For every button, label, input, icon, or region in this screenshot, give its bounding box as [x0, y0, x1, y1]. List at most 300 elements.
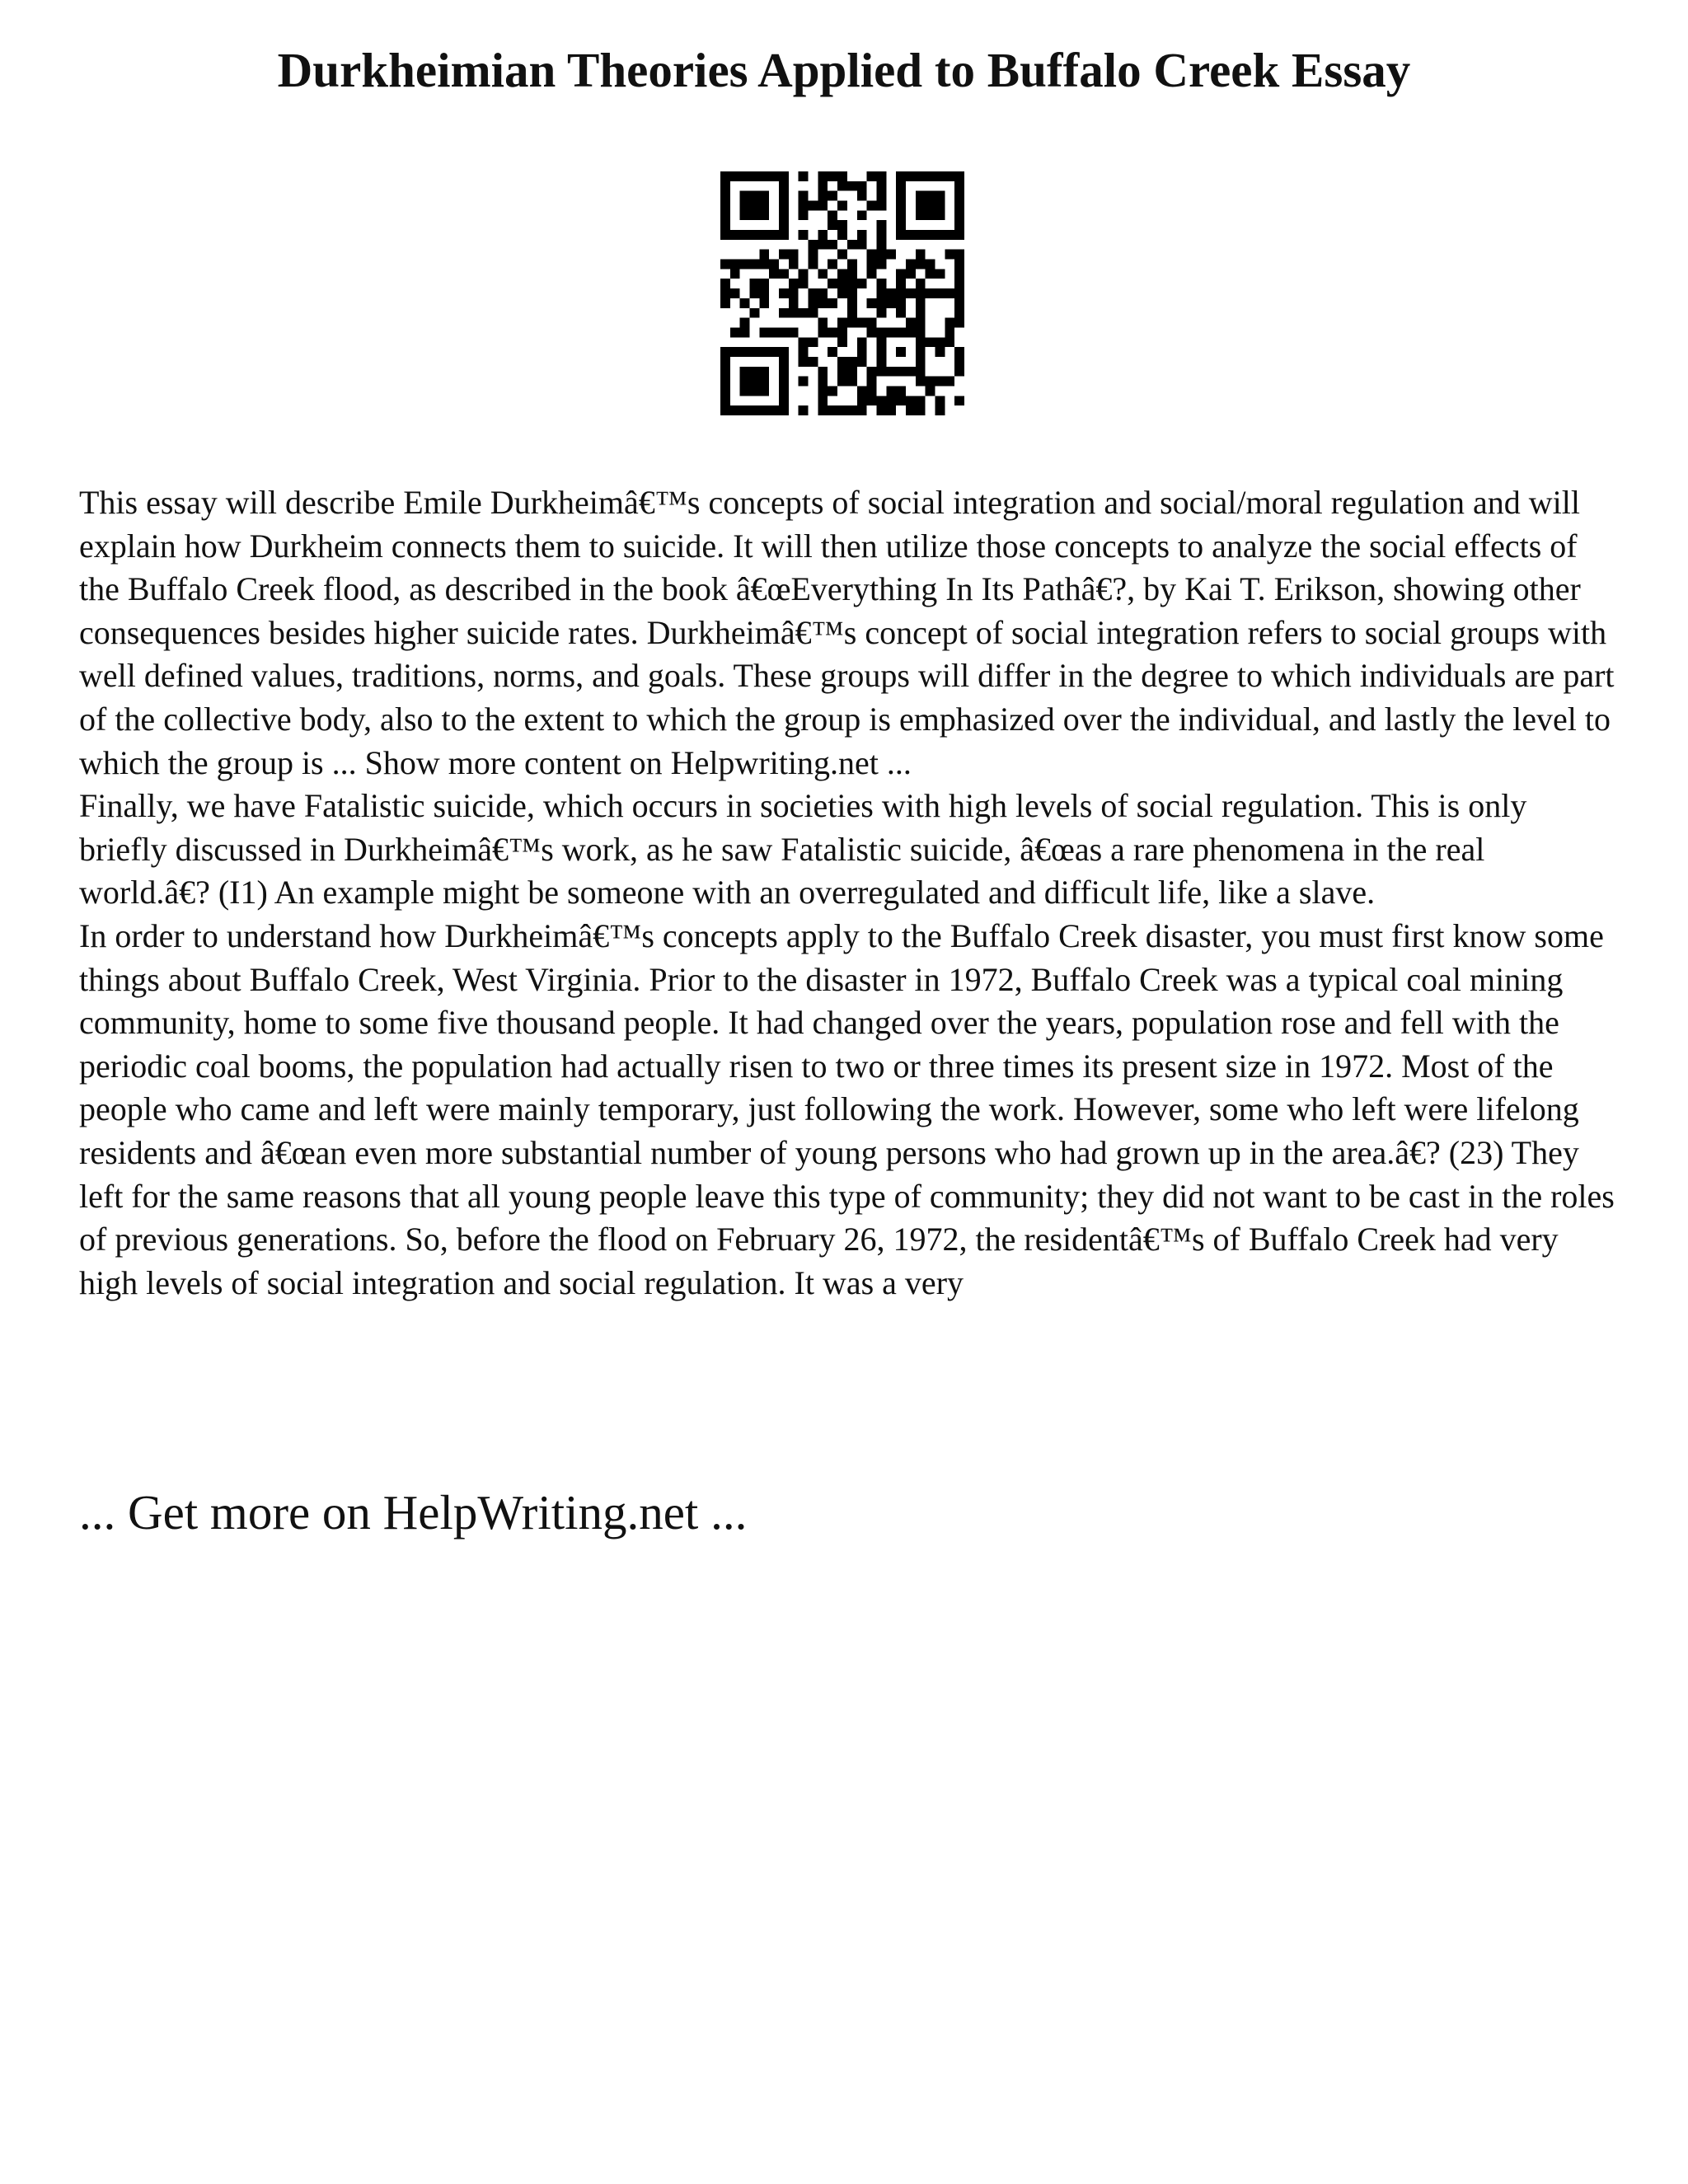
qr-module — [847, 269, 857, 279]
qr-module — [740, 405, 750, 415]
qr-module — [809, 298, 818, 308]
qr-module — [935, 288, 945, 298]
qr-module — [799, 308, 809, 318]
qr-module — [779, 191, 789, 201]
qr-module — [750, 260, 760, 269]
qr-module — [945, 230, 954, 240]
qr-module — [759, 405, 769, 415]
qr-module — [954, 269, 964, 279]
qr-module — [769, 230, 779, 240]
qr-module — [759, 386, 769, 396]
qr-module — [837, 269, 847, 279]
qr-module — [750, 201, 760, 211]
essay-paragraph-3: In order to understand how Durkheimâ€™s concepts apply to the Buffalo Creek disaster, you must first know some things about Buffalo Creek, West Virginia. Prior to the disaster in 1972, Buffalo Creek was a typical coal mining community, home to some five thousand people. It had changed over the years, population rose and fell with the periodic coal booms, the population had actually risen to two or three times its present size in 1972. Most of the people who came and left were mainly temporary, just following the work. However, some who left were lifelong residents and â€œan even more substantial number of young persons who had grown up in the area.â€? (23) They left for the same reasons that all young people leave this type of community; they did not want to be cast in the roles of previous generations. So, before the flood on February 26, 1972, the residentâ€™s of Buffalo Creek had very high levels of social integration and social regulation. It was a very — [79, 916, 1615, 1301]
qr-module — [847, 288, 857, 298]
qr-module — [769, 260, 779, 269]
qr-module — [876, 308, 886, 318]
qr-module — [750, 405, 760, 415]
qr-module — [720, 386, 730, 396]
qr-module — [740, 201, 750, 211]
qr-module — [789, 298, 799, 308]
qr-module — [779, 308, 789, 318]
qr-module — [906, 288, 916, 298]
qr-module — [896, 171, 906, 181]
qr-module — [876, 396, 886, 405]
qr-module — [828, 191, 837, 201]
qr-module — [926, 269, 935, 279]
qr-module — [906, 230, 916, 240]
qr-module — [740, 318, 750, 328]
qr-module — [867, 201, 877, 211]
qr-module — [896, 288, 906, 298]
qr-module — [730, 230, 740, 240]
qr-module — [857, 405, 867, 415]
qr-module — [779, 269, 789, 279]
qr-module — [896, 210, 906, 220]
qr-module — [954, 220, 964, 230]
qr-module — [886, 405, 896, 415]
qr-module — [720, 357, 730, 367]
qr-module — [789, 250, 799, 260]
qr-module — [769, 171, 779, 181]
qr-module — [954, 191, 964, 201]
qr-module — [720, 367, 730, 377]
qr-module — [896, 269, 906, 279]
qr-module — [789, 327, 799, 337]
qr-module — [837, 181, 847, 191]
qr-module — [916, 288, 926, 298]
qr-module — [857, 191, 867, 201]
qr-module — [779, 367, 789, 377]
qr-module — [799, 191, 809, 201]
qr-module — [837, 405, 847, 415]
qr-module — [789, 260, 799, 269]
qr-module — [857, 279, 867, 288]
qr-module — [876, 171, 886, 181]
qr-module — [809, 260, 818, 269]
qr-module — [847, 318, 857, 328]
qr-module — [954, 396, 964, 405]
qr-module — [818, 191, 828, 201]
qr-module — [916, 260, 926, 269]
qr-module — [740, 210, 750, 220]
document-title: Durkheimian Theories Applied to Buffalo Creek Essay — [277, 43, 1411, 97]
qr-module — [828, 347, 837, 357]
qr-module — [867, 367, 877, 377]
qr-module — [954, 201, 964, 211]
qr-module — [818, 201, 828, 211]
qr-module — [896, 181, 906, 191]
qr-module — [935, 201, 945, 211]
qr-module — [876, 298, 886, 308]
qr-module — [906, 269, 916, 279]
qr-module — [896, 308, 906, 318]
qr-code-graphic — [720, 171, 964, 415]
qr-module — [876, 201, 886, 211]
qr-module — [740, 230, 750, 240]
qr-module — [837, 250, 847, 260]
qr-module — [837, 357, 847, 367]
qr-module — [720, 201, 730, 211]
qr-module — [916, 367, 926, 377]
qr-module — [750, 347, 760, 357]
qr-module — [837, 318, 847, 328]
qr-module — [916, 337, 926, 347]
qr-module — [759, 327, 769, 337]
qr-module — [896, 191, 906, 201]
qr-module — [954, 230, 964, 240]
qr-module — [935, 396, 945, 405]
qr-module — [926, 210, 935, 220]
qr-module — [916, 347, 926, 357]
qr-module — [740, 260, 750, 269]
qr-module — [818, 288, 828, 298]
qr-module — [876, 240, 886, 250]
qr-module — [759, 230, 769, 240]
qr-module — [935, 347, 945, 357]
qr-module — [916, 377, 926, 387]
qr-module — [818, 298, 828, 308]
qr-module — [876, 288, 886, 298]
qr-module — [926, 377, 935, 387]
qr-module — [828, 171, 837, 181]
qr-module — [779, 210, 789, 220]
qr-module — [799, 279, 809, 288]
qr-module — [779, 405, 789, 415]
qr-module — [935, 377, 945, 387]
qr-module — [876, 191, 886, 201]
qr-module — [759, 298, 769, 308]
qr-module — [876, 405, 886, 415]
qr-module — [740, 367, 750, 377]
qr-module — [916, 171, 926, 181]
qr-module — [750, 171, 760, 181]
qr-module — [847, 308, 857, 318]
qr-module — [906, 327, 916, 337]
qr-module — [926, 260, 935, 269]
qr-module — [759, 210, 769, 220]
qr-module — [926, 386, 935, 396]
qr-module — [837, 327, 847, 337]
qr-module — [906, 396, 916, 405]
qr-module — [740, 191, 750, 201]
qr-module — [720, 288, 730, 298]
qr-module — [759, 250, 769, 260]
qr-module — [954, 318, 964, 328]
qr-module — [730, 171, 740, 181]
qr-module — [750, 210, 760, 220]
qr-module — [720, 396, 730, 405]
qr-module — [818, 318, 828, 328]
qr-module — [720, 347, 730, 357]
qr-module — [896, 347, 906, 357]
qr-module — [720, 181, 730, 191]
qr-module — [857, 337, 867, 347]
qr-module — [876, 250, 886, 260]
qr-module — [916, 191, 926, 201]
qr-module — [720, 377, 730, 387]
qr-module — [926, 171, 935, 181]
qr-module — [759, 367, 769, 377]
qr-module — [818, 377, 828, 387]
qr-module — [954, 279, 964, 288]
qr-module — [799, 171, 809, 181]
qr-module — [945, 377, 954, 387]
qr-module — [799, 347, 809, 357]
qr-module — [847, 240, 857, 250]
qr-module — [867, 298, 877, 308]
qr-module — [818, 181, 828, 191]
qr-module — [867, 269, 877, 279]
qr-module — [935, 269, 945, 279]
qr-module — [886, 367, 896, 377]
qr-module — [809, 308, 818, 318]
qr-module — [847, 405, 857, 415]
qr-module — [809, 357, 818, 367]
qr-module — [769, 405, 779, 415]
qr-module — [779, 288, 789, 298]
qr-module — [769, 327, 779, 337]
qr-module — [750, 386, 760, 396]
qr-code — [720, 171, 964, 415]
qr-module — [954, 357, 964, 367]
qr-module — [759, 279, 769, 288]
qr-module — [828, 220, 837, 230]
qr-module — [818, 367, 828, 377]
qr-module — [935, 337, 945, 347]
qr-module — [779, 201, 789, 211]
qr-module — [954, 367, 964, 377]
qr-module — [779, 171, 789, 181]
qr-module — [945, 250, 954, 260]
qr-module — [886, 250, 896, 260]
qr-module — [730, 269, 740, 279]
qr-module — [750, 367, 760, 377]
qr-module — [750, 191, 760, 201]
qr-module — [750, 230, 760, 240]
qr-module — [876, 327, 886, 337]
qr-module — [857, 396, 867, 405]
qr-module — [740, 347, 750, 357]
qr-module — [818, 240, 828, 250]
qr-module — [759, 201, 769, 211]
qr-module — [720, 220, 730, 230]
qr-module — [847, 357, 857, 367]
qr-module — [896, 327, 906, 337]
qr-module — [779, 230, 789, 240]
qr-module — [779, 181, 789, 191]
qr-module — [876, 230, 886, 240]
qr-module — [779, 357, 789, 367]
qr-module — [750, 279, 760, 288]
qr-module — [935, 210, 945, 220]
qr-module — [867, 250, 877, 260]
qr-module — [828, 386, 837, 396]
qr-module — [837, 230, 847, 240]
qr-module — [809, 240, 818, 250]
qr-module — [916, 250, 926, 260]
qr-module — [809, 337, 818, 347]
qr-module — [935, 230, 945, 240]
qr-module — [818, 386, 828, 396]
qr-module — [837, 367, 847, 377]
qr-module — [896, 201, 906, 211]
qr-module — [847, 367, 857, 377]
qr-module — [916, 327, 926, 337]
qr-module — [857, 210, 867, 220]
qr-module — [857, 230, 867, 240]
qr-module — [730, 288, 740, 298]
qr-module — [886, 327, 896, 337]
qr-module — [799, 405, 809, 415]
qr-module — [867, 171, 877, 181]
qr-module — [876, 260, 886, 269]
qr-module — [867, 386, 877, 396]
qr-module — [779, 220, 789, 230]
qr-module — [809, 250, 818, 260]
qr-module — [828, 240, 837, 250]
qr-module — [828, 298, 837, 308]
qr-module — [926, 337, 935, 347]
qr-module — [779, 396, 789, 405]
qr-module — [818, 405, 828, 415]
qr-module — [828, 405, 837, 415]
qr-module — [954, 210, 964, 220]
qr-module — [818, 269, 828, 279]
qr-module — [916, 405, 926, 415]
qr-module — [886, 298, 896, 308]
qr-module — [730, 347, 740, 357]
qr-module — [896, 367, 906, 377]
qr-module — [828, 327, 837, 337]
qr-module — [730, 260, 740, 269]
qr-module — [759, 260, 769, 269]
get-more-link[interactable]: ... Get more on HelpWriting.net ... — [79, 1485, 748, 1540]
qr-module — [886, 288, 896, 298]
qr-module — [799, 230, 809, 240]
essay-paragraph-1: This essay will describe Emile Durkheimâ€™s concepts of social integration and social/moral regulation and will explain how Durkheim connects them to suicide. It will then utilize those concepts to analyze the social effects of the Buffalo Creek flood, as described in the book â€œEverything In Its Pathâ€?, by Kai T. Erikson, showing other consequences besides higher suicide rates. Durkheimâ€™s concept of social integration refers to social groups with well defined values, traditions, norms, and goals. These groups will differ in the degree to which individuals are part of the collective body, also to the extent to which the group is emphasized over the individual, and lastly the level to which the group is ... Show more content on Helpwriting.net ... — [79, 484, 1615, 781]
qr-module — [847, 279, 857, 288]
qr-module — [799, 357, 809, 367]
qr-module — [896, 386, 906, 396]
qr-module — [847, 181, 857, 191]
qr-module — [837, 279, 847, 288]
qr-module — [847, 377, 857, 387]
qr-module — [916, 298, 926, 308]
qr-module — [876, 279, 886, 288]
qr-module — [906, 318, 916, 328]
qr-module — [916, 308, 926, 318]
qr-module — [720, 260, 730, 269]
qr-module — [886, 386, 896, 396]
qr-module — [818, 230, 828, 240]
qr-module — [876, 357, 886, 367]
qr-module — [896, 298, 906, 308]
qr-module — [837, 220, 847, 230]
qr-module — [945, 288, 954, 298]
qr-module — [954, 181, 964, 191]
qr-module — [954, 288, 964, 298]
qr-module — [769, 347, 779, 357]
qr-module — [779, 386, 789, 396]
qr-module — [799, 377, 809, 387]
qr-module — [720, 210, 730, 220]
qr-module — [799, 210, 809, 220]
qr-module — [876, 347, 886, 357]
qr-module — [789, 279, 799, 288]
qr-module — [867, 327, 877, 337]
qr-module — [799, 201, 809, 211]
qr-module — [896, 279, 906, 288]
qr-module — [759, 347, 769, 357]
qr-module — [720, 230, 730, 240]
qr-module — [720, 191, 730, 201]
qr-module — [828, 279, 837, 288]
qr-module — [720, 279, 730, 288]
qr-module — [818, 171, 828, 181]
qr-module — [740, 386, 750, 396]
qr-module — [730, 405, 740, 415]
qr-module — [857, 240, 867, 250]
qr-module — [759, 171, 769, 181]
qr-module — [954, 250, 964, 260]
qr-module — [867, 318, 877, 328]
qr-module — [926, 288, 935, 298]
qr-module — [916, 318, 926, 328]
qr-module — [906, 171, 916, 181]
qr-module — [789, 288, 799, 298]
qr-module — [837, 201, 847, 211]
qr-module — [926, 191, 935, 201]
qr-module — [750, 288, 760, 298]
qr-module — [886, 396, 896, 405]
qr-module — [954, 171, 964, 181]
qr-module — [799, 269, 809, 279]
qr-module — [926, 230, 935, 240]
qr-module — [828, 260, 837, 269]
qr-module — [935, 405, 945, 415]
qr-module — [935, 171, 945, 181]
qr-module — [896, 396, 906, 405]
qr-module — [867, 260, 877, 269]
qr-module — [945, 318, 954, 328]
qr-module — [954, 260, 964, 269]
qr-module — [759, 288, 769, 298]
qr-module — [954, 298, 964, 308]
essay-body — [79, 481, 1620, 1305]
qr-module — [906, 260, 916, 269]
qr-module — [916, 210, 926, 220]
qr-module — [867, 396, 877, 405]
qr-module — [896, 230, 906, 240]
qr-module — [837, 337, 847, 347]
qr-module — [945, 171, 954, 181]
qr-module — [857, 181, 867, 191]
qr-module — [876, 220, 886, 230]
qr-module — [954, 308, 964, 318]
qr-module — [720, 171, 730, 181]
qr-module — [779, 327, 789, 337]
qr-module — [779, 377, 789, 387]
qr-module — [896, 220, 906, 230]
qr-module — [828, 210, 837, 220]
qr-module — [740, 327, 750, 337]
qr-module — [769, 269, 779, 279]
qr-module — [789, 308, 799, 318]
qr-module — [750, 308, 760, 318]
qr-module — [837, 171, 847, 181]
qr-module — [876, 337, 886, 347]
